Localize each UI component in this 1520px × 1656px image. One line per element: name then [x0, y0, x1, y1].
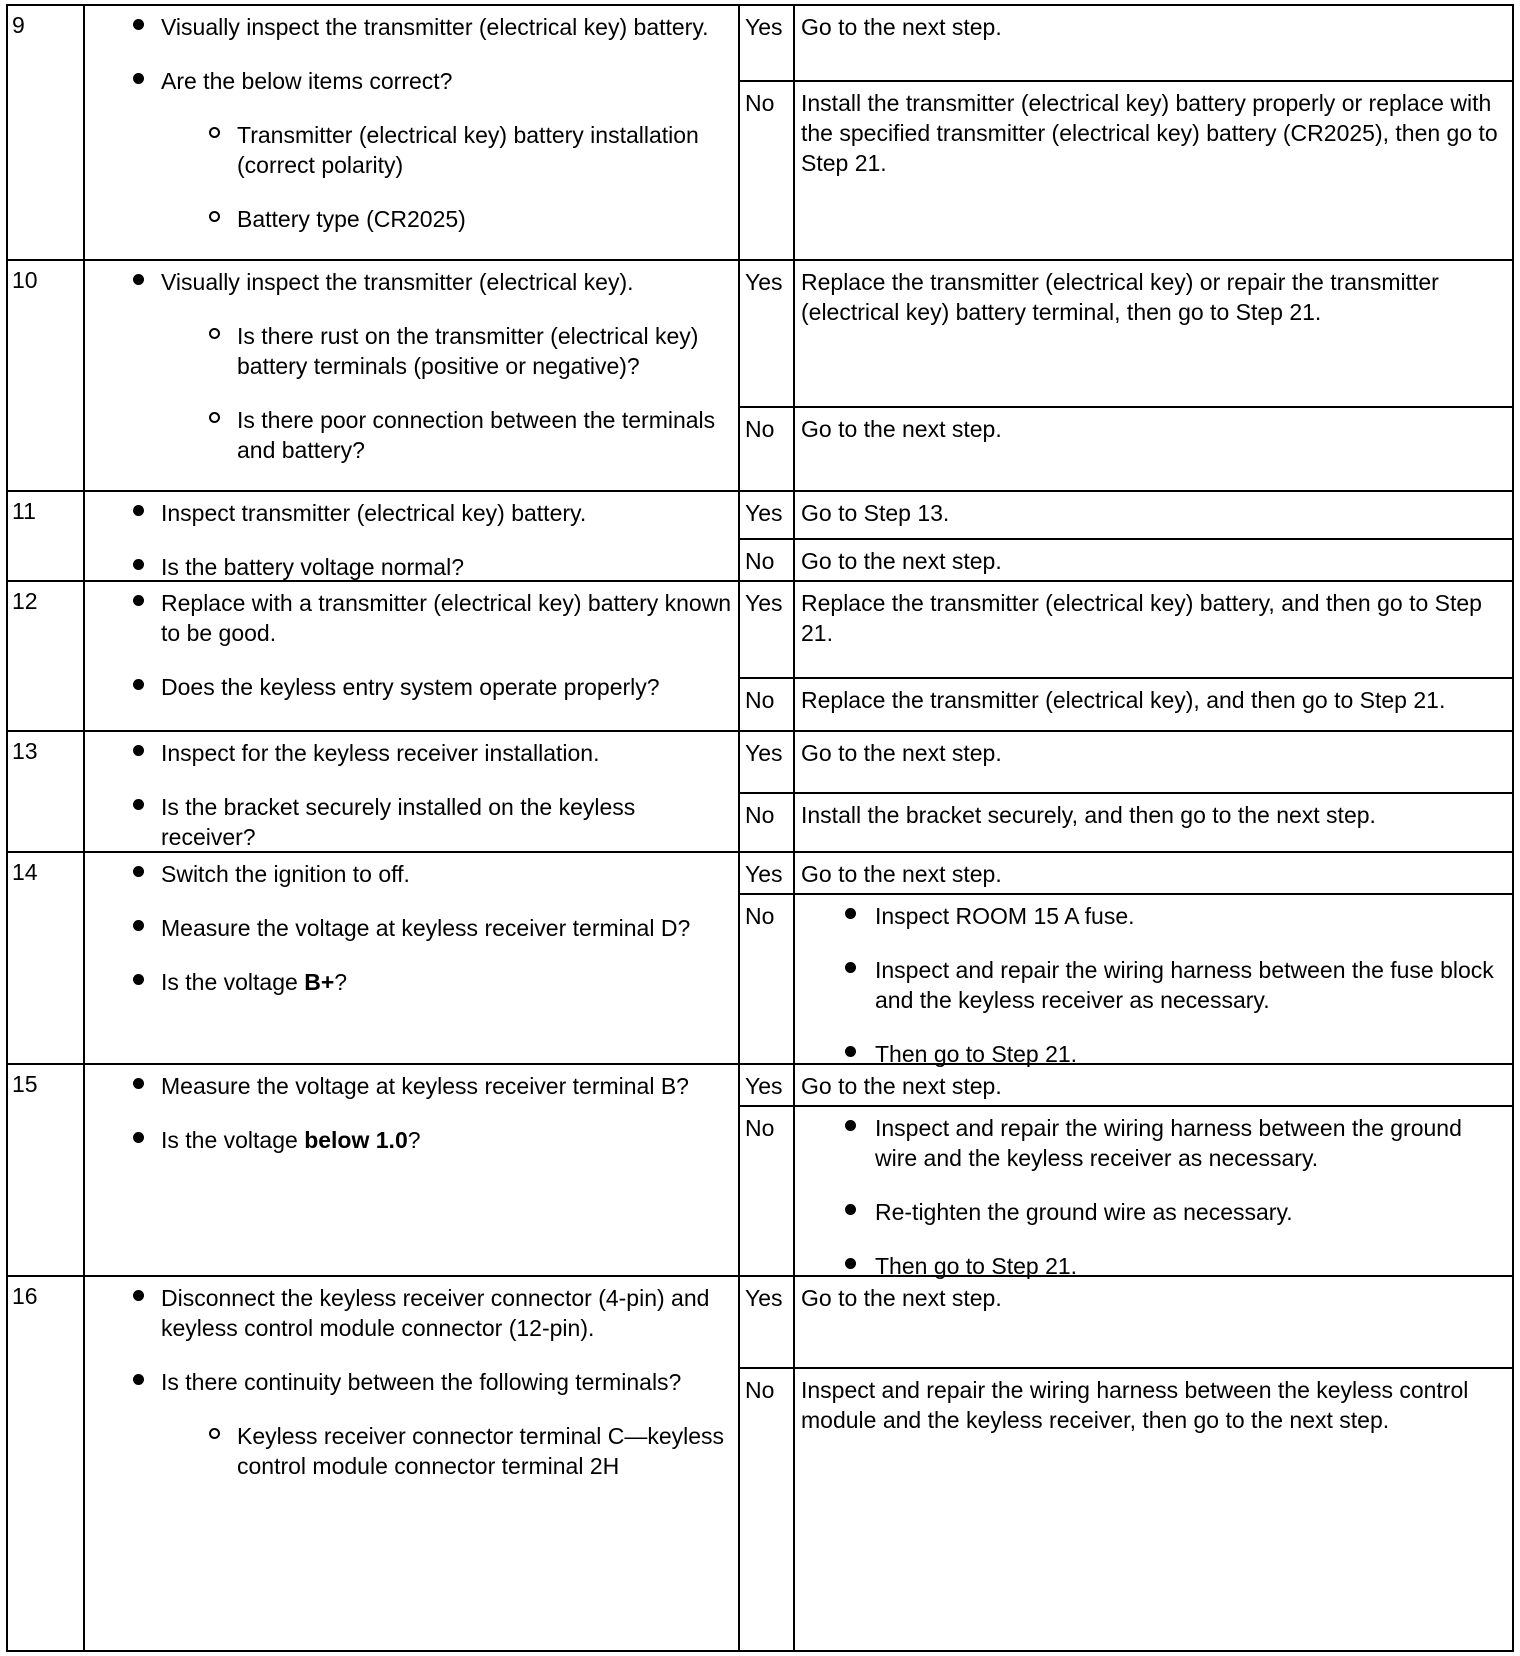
bullet-icon: [133, 679, 144, 690]
bullet-icon: [133, 866, 144, 877]
yes-result: Go to the next step.: [801, 861, 1002, 887]
action-cell: [83, 1275, 738, 1652]
result-cell: [793, 4, 1514, 259]
action-subitem: Transmitter (electrical key) battery installation (correct polarity): [85, 120, 734, 180]
step-number: 12: [12, 588, 38, 614]
action-subitem: Is there rust on the transmitter (electrical key) battery terminals (positive or negative)?: [85, 321, 734, 381]
answer-label-cell: [738, 490, 793, 580]
step-number-cell: [6, 1275, 83, 1652]
no-result-item: Inspect ROOM 15 A fuse.: [795, 901, 1504, 931]
step-number-cell: [6, 851, 83, 1063]
action-item: Measure the voltage at keyless receiver terminal B?: [85, 1071, 734, 1101]
bullet-icon: [133, 559, 144, 570]
bullet-icon: [845, 1046, 856, 1057]
no-label: No: [745, 90, 775, 116]
yes-result: Go to the next step.: [801, 1073, 1002, 1099]
bullet-icon: [133, 274, 144, 285]
bullet-icon: [133, 1132, 144, 1143]
step-number-cell: [6, 490, 83, 580]
result-cell: [793, 851, 1514, 1067]
no-result: Go to the next step.: [801, 416, 1002, 442]
yes-label: Yes: [745, 1073, 783, 1099]
no-label: No: [745, 416, 775, 442]
hollow-bullet-icon: [209, 127, 220, 138]
action-item: Measure the voltage at keyless receiver terminal D?: [85, 913, 734, 943]
action-item: Does the keyless entry system operate properly?: [85, 672, 734, 702]
hollow-bullet-icon: [209, 211, 220, 222]
action-item: Replace with a transmitter (electrical key) battery known to be good.: [85, 588, 734, 648]
bullet-icon: [133, 19, 144, 30]
action-cell: [83, 4, 738, 259]
step-number: 10: [12, 267, 38, 293]
bullet-icon: [133, 974, 144, 985]
no-result-item: Re-tighten the ground wire as necessary.: [795, 1197, 1504, 1227]
step-number: 13: [12, 738, 38, 764]
bullet-icon: [133, 505, 144, 516]
action-cell: [83, 851, 738, 1063]
no-result: Replace the transmitter (electrical key), and then go to Step 21.: [801, 687, 1446, 713]
action-item: Visually inspect the transmitter (electrical key) battery.: [85, 12, 734, 42]
step-number: 14: [12, 859, 38, 885]
bullet-icon: [133, 1078, 144, 1089]
result-cell: [793, 580, 1514, 730]
step-number-cell: [6, 259, 83, 490]
hollow-bullet-icon: [209, 1428, 220, 1439]
bullet-icon: [845, 1258, 856, 1269]
bullet-icon: [133, 595, 144, 606]
step-number: 11: [12, 498, 36, 524]
action-subitem: Battery type (CR2025): [85, 204, 734, 234]
answer-label-cell: [738, 4, 793, 259]
bullet-icon: [845, 962, 856, 973]
yes-result: Replace the transmitter (electrical key) battery, and then go to Step 21.: [801, 590, 1482, 646]
result-cell: [793, 1275, 1514, 1652]
no-label: No: [745, 548, 775, 574]
yes-result: Go to Step 13.: [801, 500, 950, 526]
action-subitem: Is there poor connection between the terminals and battery?: [85, 405, 734, 465]
action-item: Inspect transmitter (electrical key) battery.: [85, 498, 734, 528]
step-row-14: [6, 851, 1514, 1067]
action-cell: [83, 1063, 738, 1275]
step-number-cell: [6, 4, 83, 259]
bullet-icon: [133, 920, 144, 931]
step-number: 9: [12, 12, 25, 38]
step-row-9: [6, 4, 1514, 259]
step-row-11: [6, 490, 1514, 580]
action-item: Visually inspect the transmitter (electrical key).: [85, 267, 734, 297]
yes-label: Yes: [745, 14, 783, 40]
yes-result: Go to the next step.: [801, 14, 1002, 40]
answer-label-cell: [738, 580, 793, 730]
answer-label-cell: [738, 259, 793, 490]
result-cell: [793, 730, 1514, 851]
action-cell: [83, 730, 738, 851]
yes-label: Yes: [745, 500, 783, 526]
action-item: Is the voltage below 1.0?: [85, 1125, 734, 1155]
yes-result: Go to the next step.: [801, 1285, 1002, 1311]
step-row-13: [6, 730, 1514, 851]
action-item: Is the voltage B+?: [85, 967, 734, 997]
action-item: Is the battery voltage normal?: [85, 552, 734, 582]
action-cell: [83, 259, 738, 490]
action-item: Switch the ignition to off.: [85, 859, 734, 889]
yes-label: Yes: [745, 590, 783, 616]
no-result: Install the transmitter (electrical key) battery properly or replace with the specified transmitter (electrical key) battery (CR2025), then go to Step 21.: [801, 90, 1498, 176]
yes-label: Yes: [745, 861, 783, 887]
bullet-icon: [133, 1374, 144, 1385]
answer-label-cell: [738, 730, 793, 851]
no-result: Install the bracket securely, and then go to the next step.: [801, 802, 1376, 828]
action-item: Are the below items correct?: [85, 66, 734, 96]
action-cell: [83, 580, 738, 730]
action-cell: [83, 490, 738, 580]
no-label: No: [745, 903, 775, 929]
hollow-bullet-icon: [209, 328, 220, 339]
action-item: Is there continuity between the following terminals?: [85, 1367, 734, 1397]
action-subitem: Keyless receiver connector terminal C—keyless control module connector terminal 2H: [85, 1421, 734, 1481]
answer-label-cell: [738, 1275, 793, 1652]
action-item: Inspect for the keyless receiver installation.: [85, 738, 734, 768]
step-row-16: [6, 1275, 1514, 1652]
no-label: No: [745, 1115, 775, 1141]
result-cell: [793, 259, 1514, 490]
diagnostic-table: [6, 4, 1514, 1652]
step-row-15: [6, 1063, 1514, 1279]
no-result-item: Then go to Step 21.: [795, 1039, 1504, 1069]
bullet-icon: [845, 1120, 856, 1131]
no-label: No: [745, 687, 775, 713]
bullet-icon: [133, 73, 144, 84]
no-label: No: [745, 802, 775, 828]
yes-label: Yes: [745, 269, 783, 295]
step-number: 16: [12, 1283, 38, 1309]
step-row-10: [6, 259, 1514, 490]
no-result-item: Inspect and repair the wiring harness between the ground wire and the keyless receiver as necessary.: [795, 1113, 1504, 1173]
result-cell: [793, 490, 1514, 580]
no-result: Inspect and repair the wiring harness between the keyless control module and the keyless receiver, then go to the next step.: [801, 1377, 1469, 1433]
yes-result: Go to the next step.: [801, 740, 1002, 766]
result-cell: [793, 1063, 1514, 1279]
step-number-cell: [6, 730, 83, 851]
step-number-cell: [6, 580, 83, 730]
no-result: Go to the next step.: [801, 548, 1002, 574]
yes-result: Replace the transmitter (electrical key) or repair the transmitter (electrical key) battery terminal, then go to Step 21.: [801, 269, 1439, 325]
step-row-12: [6, 580, 1514, 730]
yes-label: Yes: [745, 740, 783, 766]
action-item: Disconnect the keyless receiver connector (4-pin) and keyless control module connector (12-pin).: [85, 1283, 734, 1343]
answer-label-cell: [738, 851, 793, 1063]
bullet-icon: [133, 799, 144, 810]
bullet-icon: [133, 745, 144, 756]
bullet-icon: [845, 908, 856, 919]
no-result-item: Then go to Step 21.: [795, 1251, 1504, 1281]
step-number: 15: [12, 1071, 38, 1097]
step-number-cell: [6, 1063, 83, 1275]
no-label: No: [745, 1377, 775, 1403]
bullet-icon: [133, 1290, 144, 1301]
yes-label: Yes: [745, 1285, 783, 1311]
bullet-icon: [845, 1204, 856, 1215]
answer-label-cell: [738, 1063, 793, 1275]
action-item: Is the bracket securely installed on the keyless receiver?: [85, 792, 734, 852]
hollow-bullet-icon: [209, 412, 220, 423]
no-result-item: Inspect and repair the wiring harness between the fuse block and the keyless receiver as necessary.: [795, 955, 1504, 1015]
